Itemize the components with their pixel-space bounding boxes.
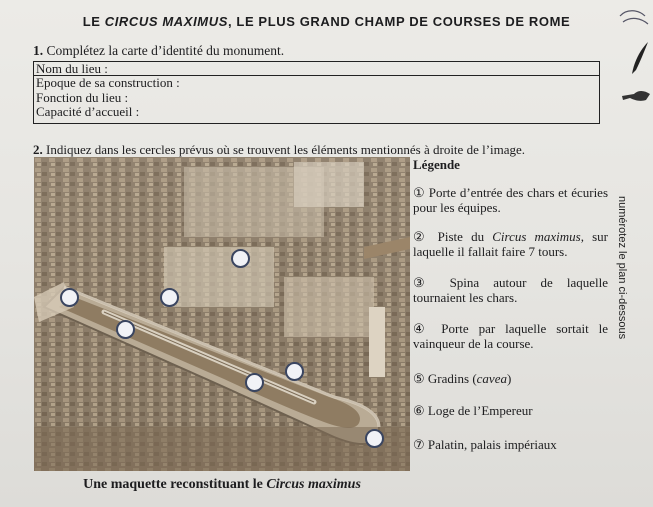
photo-caption: Une maquette reconstituant le Circus maximus bbox=[83, 477, 361, 492]
legend-title: Légende bbox=[413, 157, 460, 172]
answer-circle-7[interactable] bbox=[365, 429, 384, 448]
legend-item-1: ① Porte d’entrée des chars et écuries pour les équipes. bbox=[413, 185, 609, 215]
id-card-box bbox=[33, 61, 600, 124]
decorative-doodle-icon bbox=[615, 4, 653, 34]
id-card-field-name[interactable]: Nom du lieu : bbox=[34, 62, 599, 76]
circus-model-photo bbox=[34, 157, 410, 471]
circus-model-illustration bbox=[34, 157, 410, 471]
decorative-feather-icon bbox=[626, 40, 652, 76]
question-1: 1. Complétez la carte d’identité du monument. bbox=[33, 43, 285, 58]
answer-circle-3[interactable] bbox=[160, 288, 179, 307]
legend bbox=[413, 157, 609, 452]
id-card-field-capacity[interactable]: Capacité d’accueil : bbox=[36, 104, 140, 119]
id-card-field-function[interactable]: Fonction du lieu : bbox=[36, 89, 129, 105]
answer-circle-6[interactable] bbox=[245, 373, 264, 392]
side-instruction: numérotez le plan ci-dessous bbox=[616, 196, 628, 340]
answer-circle-5[interactable] bbox=[285, 362, 304, 381]
answer-circle-2[interactable] bbox=[60, 288, 79, 307]
answer-circle-1[interactable] bbox=[231, 249, 250, 268]
legend-item-4: ④ Porte par laquelle sortait le vainqueur de la course. bbox=[413, 321, 608, 351]
decorative-figure-icon bbox=[620, 86, 653, 108]
page-title: LE CIRCUS MAXIMUS, LE PLUS GRAND CHAMP DE COURSES DE ROME bbox=[82, 14, 571, 29]
question-2: 2. Indiquez dans les cercles prévus où se trouvent les éléments mentionnés à droite de l’image. bbox=[33, 142, 526, 157]
answer-circle-4[interactable] bbox=[116, 320, 135, 339]
legend-item-6: ⑥ Loge de l’Empereur bbox=[413, 403, 533, 418]
legend-item-3: ③ Spina autour de laquelle tournaient les chars. bbox=[413, 275, 609, 305]
legend-item-7: ⑦ Palatin, palais impériaux bbox=[413, 437, 557, 452]
legend-item-2: ② Piste du Circus maximus, sur laquelle il fallait faire 7 tours. bbox=[413, 229, 608, 259]
id-card-field-period[interactable]: Epoque de sa construction : bbox=[36, 75, 180, 90]
legend-item-5: ⑤ Gradins (cavea) bbox=[413, 371, 512, 386]
